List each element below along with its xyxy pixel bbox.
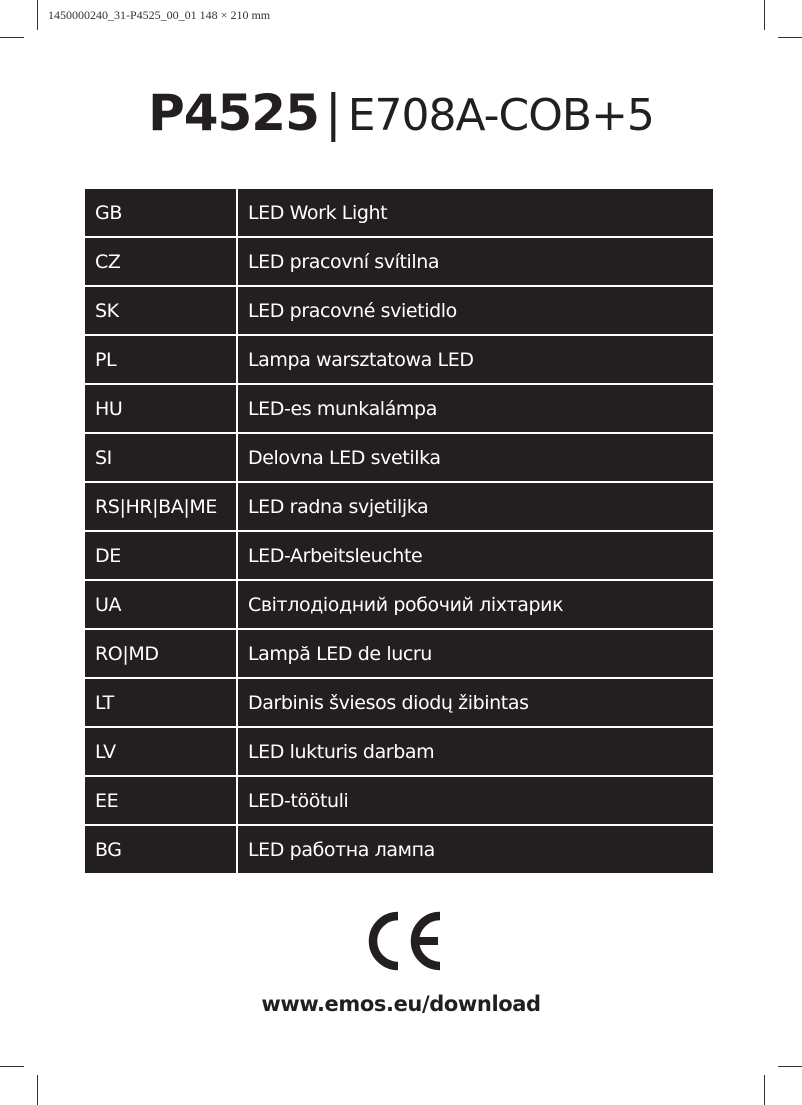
language-code: EE (85, 777, 236, 824)
product-name: Світлодіодний робочий ліхтарик (238, 581, 713, 628)
table-row (85, 777, 713, 824)
language-code: LV (85, 728, 236, 775)
table-row (85, 826, 713, 873)
product-name: LED работна лампа (238, 826, 713, 873)
language-code: CZ (85, 238, 236, 285)
product-name: LED pracovní svítilna (238, 238, 713, 285)
print-label: 1450000240_31-P4525_00_01 148 × 210 mm (48, 8, 271, 22)
product-name: Delovna LED svetilka (238, 434, 713, 481)
product-name: LED Work Light (238, 189, 713, 236)
product-name: LED-töötuli (238, 777, 713, 824)
table-row (85, 189, 713, 236)
table-row (85, 434, 713, 481)
table-row (85, 238, 713, 285)
language-code: GB (85, 189, 236, 236)
language-code: BG (85, 826, 236, 873)
language-code: LT (85, 679, 236, 726)
language-code: PL (85, 336, 236, 383)
language-table (85, 189, 713, 875)
table-row (85, 679, 713, 726)
table-row (85, 385, 713, 432)
crop-mark-top-right-h (778, 37, 802, 38)
product-name: LED radna svjetiljka (238, 483, 713, 530)
product-name: LED-Arbeitsleuchte (238, 532, 713, 579)
language-code: UA (85, 581, 236, 628)
crop-mark-bottom-left-h (0, 1066, 24, 1067)
ce-mark-icon (360, 910, 444, 972)
table-row (85, 483, 713, 530)
product-name: Darbinis šviesos diodų žibintas (238, 679, 713, 726)
language-code: RS|HR|BA|ME (85, 483, 236, 530)
product-name: Lampa warsztatowa LED (238, 336, 713, 383)
table-row (85, 532, 713, 579)
crop-mark-top-left (37, 0, 38, 30)
product-name: LED lukturis darbam (238, 728, 713, 775)
table-row (85, 630, 713, 677)
language-code: DE (85, 532, 236, 579)
product-code: E708A-COB+5 (347, 90, 654, 141)
product-title (0, 84, 802, 142)
product-name: LED-es munkalámpa (238, 385, 713, 432)
language-code: SK (85, 287, 236, 334)
table-row (85, 336, 713, 383)
model-number: P4525 (148, 84, 319, 142)
product-name: LED pracovné svietidlo (238, 287, 713, 334)
crop-mark-bottom-right (764, 1075, 765, 1105)
crop-mark-top-right (764, 0, 765, 30)
language-code: HU (85, 385, 236, 432)
table-row (85, 581, 713, 628)
download-url[interactable]: www.emos.eu/download (261, 992, 541, 1016)
crop-mark-bottom-left (37, 1075, 38, 1105)
table-row (85, 287, 713, 334)
crop-mark-bottom-right-h (778, 1066, 802, 1067)
product-name: Lampă LED de lucru (238, 630, 713, 677)
language-code: RO|MD (85, 630, 236, 677)
crop-mark-top-left-h (0, 37, 24, 38)
language-code: SI (85, 434, 236, 481)
title-separator: | (324, 84, 342, 142)
table-row (85, 728, 713, 775)
